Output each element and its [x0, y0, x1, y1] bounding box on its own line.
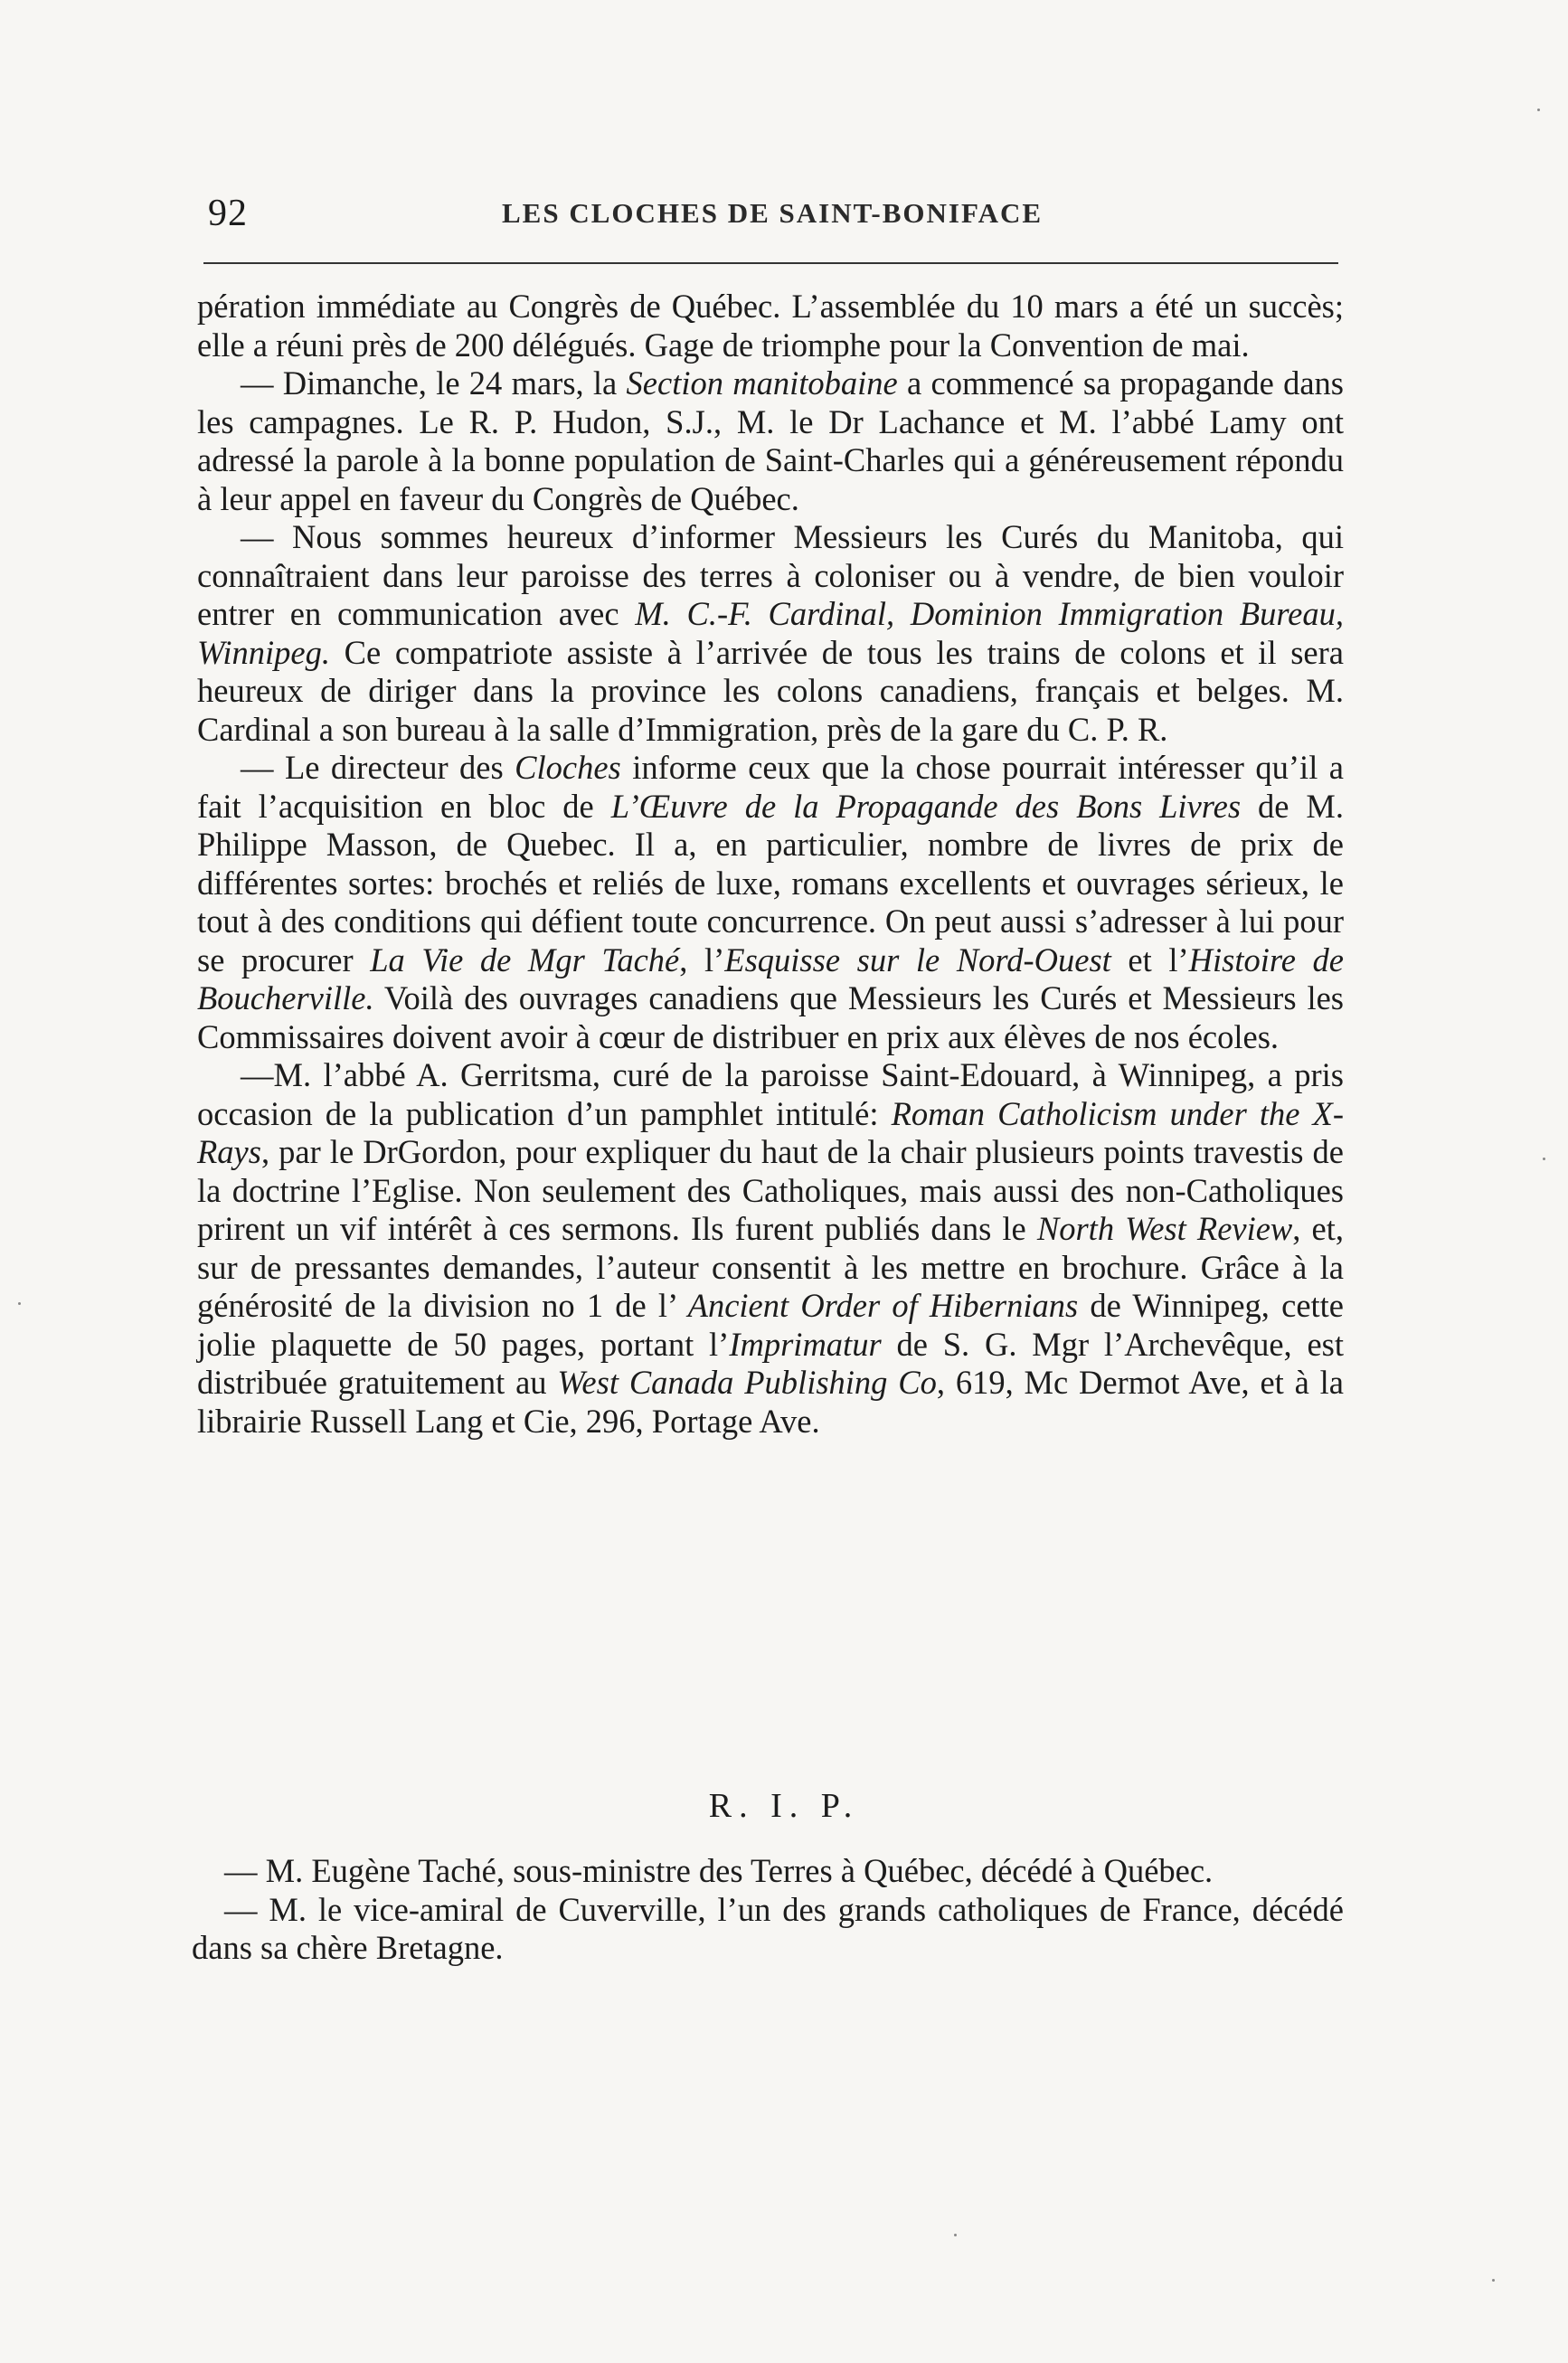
text-run: de S. G. Mgr l’Archevêque, est distribuée gratuitement au	[197, 1325, 1344, 1401]
page-number: 92	[208, 193, 248, 234]
text-run: informe ceux que la chose pourrait intéresser qu’il a fait l’acquisition en bloc de	[197, 749, 1344, 825]
text-run: , par le DrGordon, pour expliquer du haut de la chair plusieurs points travestis de la doctrine l’Eglise. Non seulement des Catholiques, mais aussi des non-Catholiques prirent un vif intérêt à ces sermons. Ils furent publiés dans le	[197, 1133, 1344, 1247]
italic-title: Cloches	[515, 749, 621, 786]
text-run: , et, sur de pressantes demandes, l’auteur consentit à les mettre en brochure. Grâce à la générosité de la division no 1 de l’	[197, 1210, 1344, 1324]
page-header	[194, 192, 1343, 246]
paragraph	[197, 1056, 1344, 1441]
paragraph	[197, 288, 1344, 364]
rip-heading: R. I. P.	[708, 1787, 860, 1825]
rip-notice: — M. le vice-amiral de Cuverville, l’un des grands catholiques de France, décédé dans sa chère Bretagne.	[192, 1890, 1344, 1966]
text-run: et l’	[1110, 940, 1189, 978]
italic-title: Histoire de Boucherville.	[197, 940, 1345, 1016]
rip-notice: — M. Eugène Taché, sous-ministre des Terres à Québec, décédé à Québec.	[224, 1852, 1214, 1889]
speck	[1543, 1158, 1545, 1160]
speck	[1492, 2279, 1495, 2282]
rip-notices	[192, 1852, 1344, 1968]
text-run: a commencé sa propagande dans les campagnes. Le R. P. Hudon, S.J., M. le Dr Lachance et M. l’abbé Lamy ont adressé la parole à la bonne population de Saint-Charles qui a généreusement répondu à leur appel en faveur du Congrès de Québec.	[197, 364, 1344, 517]
article-body	[197, 288, 1344, 1441]
text-run: Ce compatriote assiste à l’arrivée de tous les trains de colons et il sera heureux de diriger dans la province les colons canadiens, français et belges. M. Cardinal a son bureau à la salle d’Immigration, près de la gare du C. P. R.	[197, 633, 1344, 748]
text-run: , 619, Mc Dermot Ave, et à la librairie Russell Lang et Cie, 296, Portage Ave.	[197, 1364, 1345, 1440]
italic-title: Esquisse sur le Nord-Ouest	[724, 940, 1111, 978]
paragraph	[197, 518, 1344, 749]
italic-title: Imprimatur	[729, 1325, 882, 1363]
italic-title: M. C.-F. Cardinal, Dominion Immigration Bureau, Winnipeg.	[197, 595, 1344, 671]
italic-title: North West Review	[1036, 1210, 1293, 1247]
speck	[954, 2234, 957, 2236]
text-run: , l’	[679, 940, 725, 978]
paragraph	[197, 364, 1344, 518]
italic-title: Section manitobaine	[626, 364, 898, 402]
speck	[18, 1302, 21, 1305]
italic-title: La Vie de Mgr Taché	[370, 940, 680, 978]
text-run: pération immédiate au Congrès de Québec. L’assemblée du 10 mars a été un succès; elle a réuni près de 200 délégués. Gage de triomphe pour la Convention de mai.	[197, 288, 1344, 364]
speck	[1537, 109, 1540, 111]
text-run: de M. Philippe Masson, de Quebec. Il a, en particulier, nombre de livres de prix de différentes sortes: brochés et reliés de luxe, romans excellents et ouvrages sérieux, le tout à des conditions qui défient toute concurrence. On peut aussi s’adresser à lui pour se procurer	[197, 787, 1345, 978]
italic-title: L’Œuvre de la Propagande des Bons Livres	[610, 787, 1242, 825]
paragraph	[197, 749, 1344, 1056]
text-run: Voilà des ouvrages canadiens que Messieurs les Curés et Messieurs les Commissaires doivent avoir à cœur de distribuer en prix aux élèves de nos écoles.	[197, 979, 1344, 1055]
text-run: —M. l’abbé A. Gerritsma, curé de la paroisse Saint-Edouard, à Winnipeg, a pris occasion de la publication d’un pamphlet intitulé:	[197, 1056, 1344, 1132]
italic-title: Ancient Order of Hibernians	[687, 1287, 1079, 1324]
text-run: — Nous sommes heureux d’informer Messieurs les Curés du Manitoba, qui connaîtraient dans leur paroisse des terres à coloniser ou à vendre, de bien vouloir entrer en communication avec	[197, 518, 1344, 632]
italic-title: Roman Catholicism under the X-Rays	[197, 1094, 1344, 1170]
text-run: — Le directeur des	[241, 749, 515, 786]
header-rule	[203, 262, 1338, 264]
running-title: LES CLOCHES DE SAINT-BONIFACE	[502, 197, 1044, 229]
italic-title: West Canada Publishing Co	[557, 1364, 937, 1401]
text-run: de Winnipeg, cette jolie plaquette de 50 pages, portant l’	[197, 1287, 1345, 1363]
text-run: — Dimanche, le 24 mars, la	[241, 364, 627, 402]
